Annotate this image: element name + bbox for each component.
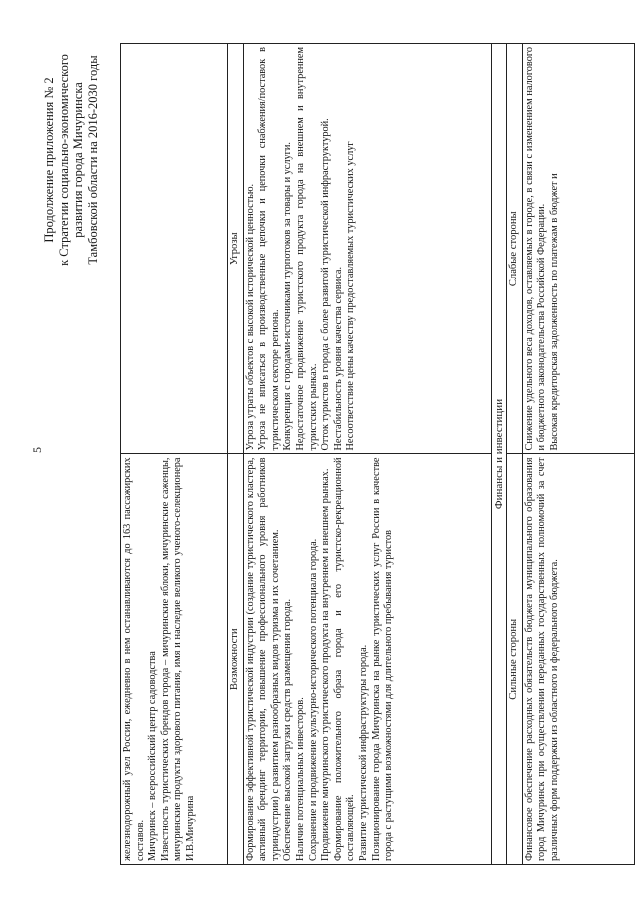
opportunity-item: Наличие потенциальных инвесторов. [294, 697, 306, 861]
threat-item: Отток туристов в города с более развитой туристической инфраструктурой. [320, 118, 332, 451]
threat-item: Конкуренция с городами-источниками турпотоков за товары и услуги. [282, 142, 294, 451]
threats-header: Угрозы [228, 44, 244, 455]
top-left-cell [121, 454, 228, 865]
opportunity-item: Развитие туристической инфраструктуры города. [357, 644, 369, 861]
threat-item: Нестабильность уровня качества сервиса. [332, 266, 344, 451]
appendix-line: развития города Мичуринска [71, 82, 85, 238]
strengths-cell [522, 454, 634, 865]
appendix-line: к Стратегии социально-экономического [56, 54, 71, 266]
strength-item: Финансовое обеспечение расходных обязательств бюджета муниципального образования город Мичуринск при осуществлении переданных государственных полномочий за счет различных форм поддержки из областного и федерального бюджета. [523, 457, 560, 861]
weakness-item: Снижение удельного веса доходов, оставляемых в городе, в связи с изменением налогового и бюджетного законодательства Российской Федерации. [523, 47, 548, 451]
opportunity-item: Продвижение мичуринского туристического продукта на внутреннем и внешнем рынках. [320, 468, 332, 861]
appendix-header [42, 25, 100, 295]
opportunity-item: Позиционирование города Мичуринска на рынке туристических услуг России в качестве города с растущими возможностями для длительного пребывания туристов [370, 457, 395, 861]
opportunity-item: Формирование эффективной туристической индустрии (создание туристического кластера, активный брендинг территории, повышение профессионального уровня работников туриндустрии) с развитием разнообразных видов туризма и их сочетанием. [244, 457, 281, 861]
weakness-item: Высокая кредиторская задолженность по платежам в бюджет и [548, 173, 560, 451]
threats-cell [243, 44, 491, 455]
paragraph: Известность туристических брендов города – мичуринские яблоки, мичуринские саженцы, мичуринские продукты здорового питания, имя и наследие великого ученого-селекционера И.В.Мичурина [159, 457, 196, 861]
appendix-line: Продолжение приложения № 2 [42, 77, 56, 243]
opportunities-header: Возможности [228, 454, 244, 865]
paragraph: Мичуринск – всероссийский центр садоводства [147, 651, 159, 861]
threat-item: Угроза не вписаться в производственные цепочки и цепочки снабжения/поставок в туристическом секторе региона. [257, 47, 281, 451]
swot-table [120, 43, 635, 865]
strengths-header: Сильные стороны [507, 454, 523, 865]
weaknesses-header: Слабые стороны [507, 44, 523, 455]
threat-item: Несоответствие цены качеству предоставляемых туристических услуг [345, 141, 357, 451]
opportunity-item: Сохранение и продвижение культурно-исторического потенциала города. [307, 538, 319, 861]
opportunity-item: Обеспечение высокой загрузки средств размещения города. [282, 598, 294, 861]
threat-item: Угроза утраты объектов с высокой исторической ценностью. [244, 183, 256, 451]
section-title: Финансы и инвестиции [491, 44, 507, 865]
page-number: 5 [30, 447, 44, 453]
paragraph: железнодорожный узел России, ежедневно в нем останавливаются до 163 пассажирских составов. [122, 457, 146, 861]
opportunity-item: Формирование положительного образа города и его туристско-рекреационной составляющей. [332, 457, 357, 861]
top-right-cell [121, 44, 228, 455]
threat-item: Недостаточное продвижение туристского продукта города на внешнем и внутреннем туристских рынках. [294, 47, 319, 451]
appendix-line: Тамбовской области на 2016-2030 годы [85, 55, 100, 265]
opportunities-cell [243, 454, 491, 865]
weaknesses-cell [522, 44, 634, 455]
